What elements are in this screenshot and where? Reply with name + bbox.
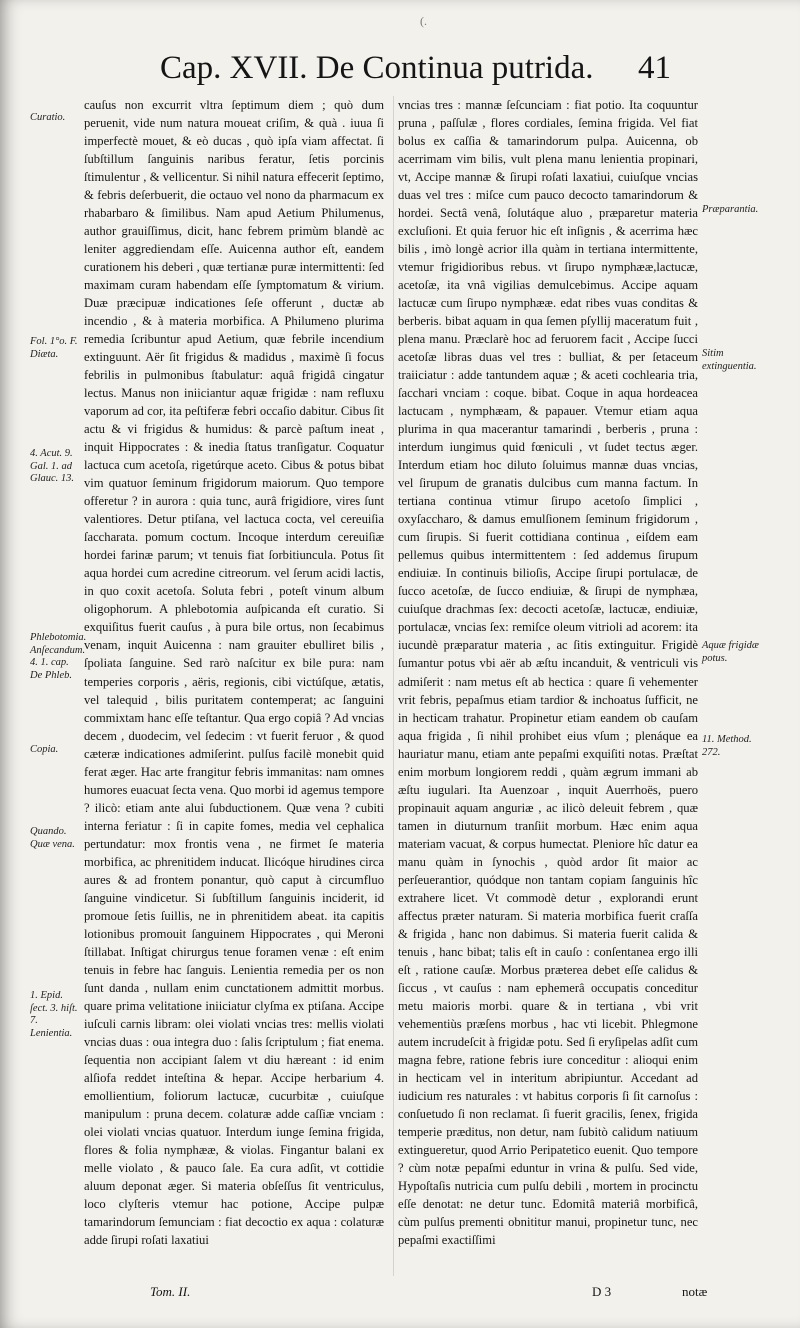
catchword: notæ — [682, 1284, 708, 1299]
margin-note: Sitim extinguentia. — [702, 348, 757, 372]
margin-note: Fol. 1°o. F. Diæta. — [30, 336, 78, 360]
page-number: 41 — [638, 50, 671, 86]
margin-note: 11. Method. 272. — [702, 734, 752, 758]
margin-note: Præparantia. — [702, 204, 759, 215]
top-mark: (. — [420, 14, 427, 28]
volume-mark: Tom. II. — [150, 1284, 191, 1299]
left-column-text: cauſus non excurrit vltra ſeptimum diem ; quò dum peruenit, vide num natura moueat criſim, & quà . iuua ſi imperfectè mouet, & eò ducas , quò ipſa viam affectat. ſi ſubſtillum ſanguinis naribus feratur, ſetis porcinis ſtimulentur , & vellicentur. Si nihil natura effecerit ſeptimo, & febris deſerbuerit, die octauo vel nono da pharmacum ex rhabarbaro & ſimilibus. Nam apud Aetium Philumenus, author grauiſſimus, dicit, hanc febrem primùm blandè ac leniter aggrediendam eſſe. Auicenna author eſt, eandem curationem his deberi , quæ tertianæ puræ intermittenti: ſed maximam curam habendam eſſe ſymptomatum & virium. Duæ præcipuæ indicationes ſeſe offerunt , ductæ ab incendio , & à materia morbifica. A Philumeno plurima remedia ſcribuntur apud Aetium, quæ febrile incendium extinguunt. Aër ſit frigidus & madidus , maximè ſi focus febrilis in pulmonibus ſtabulatur: aquâ frigidâ cingatur lectus. Manus non iniiciantur aquæ frigidæ : nam refluxu vaporum ad cor, ita peſtiferæ febri occaſio dabitur. Cibus ſit actu & vi frigidus & humidus: & parcè paſtum ineat , inquit Hippocrates : & inedia ſtatus tranſigatur. Coquatur lactuca cum acetoſa, rigetúrque aceto. Cibus & potus bibat vim quatuor ſeminum frigidorum maiorum. Quo tempore offeretur ? in aurora : quia tunc, aurâ frigidiore, vires ſunt valentiores. Detur ptiſana, vel lactuca cocta, vel cereuiſia ſaccharata. pomum coctum. Incoque interdum cereuiſiæ hordei farinæ parum; vt tenuis fiat ſorbitiuncula. Potus ſit aqua hordei cum acredine citreorum. vel ſerum acidi lactis, in quo coxit acetoſa. Soluta febri , poteſt vinum album oligophorum. A phlebotomia auſpicanda eſt curatio. Si exquiſitus fuerit cauſus , à pura bile ortus, non ſecabimus venam, inquit Auicenna : nam grauiter ebulliret bilis , ſpoliata ſanguine. Sed rarò naſcitur ex bile pura: nam temperies corporis , aëris, regionis, cibi victúſque, ætatis, vel talequid , bilis puritatem contemperat; ac ſanguini commixtam hanc eſſe teſtantur. Qua ergo copiâ ? Ad vncias decem , duodecim, vel ſedecim : vt fuerit feruor , & quod cæteræ indicationes admiſerint. pulſus facilè monebit quid ferat æger. Hac arte frangitur febris immanitas: nam omnes humores euacuat ſecta vena. Quo morbi id agemus tempore ? ilicò: etiam ante alui ſubductionem. Quæ vena ? cubiti interna feriatur : ſi in capite fomes, media vel cephalica pertundatur: mox frontis vena , ne firmet ſe materia morbifica, ac phrenitidem inducat. Ilicóque hirudines circa aures & ad frontem ponantur, quò caput à circumfluo ſanguine vindicetur. Si ſubſtillum ſanguinis inciderit, id promoue ſetis ſuillis, ne in phrenitidem abeat. ita capitis lotionibus promouit ſanguinem Hippocrates , qui Meroni ſtillabat. Inſtigat chirurgus tenue foramen venæ : eſt enim tenuis in febre hac ſanguis. Lenientia remedia per os non ſunt danda , nullam enim cunctationem admittit morbus. quare prima velitatione iniiciatur clyſma ex ptiſana. Accipe iuſculi carnis libram: olei violati vncias tres: mellis violati vncias duas : oua integra duo : ſalis ſcriptulum ; fiat enema. ſequentia non accipiant ſalem vt diu hæreant : id enim alſiofa reddet inteſtina & hepar. Accipe herbarium 4. emollientium, foliorum lactucæ, cucurbitæ , cuiuſque manipulum : pruna decem. colaturæ adde caſſiæ vnciam : olei violati vncias quatuor. Interdum iunge ſemina frigida, flores & folia nymphææ, & violas. Fingantur balani ex melle violato , & pauco ſale. Ea cura adſit, vt cottidie aluum deponat æger. Si materia obſeſſus ſit ventriculus, loco clyſteris vtemur hac potione, Accipe pulpæ tamarindorum ſemunciam : fiat decoctio ex aqua : colaturæ adde ſirupi roſati laxatiui — [84, 98, 384, 1247]
margin-note: Phlebotomia. Anſecandum. 4. 1. cap. De Phleb. — [30, 632, 87, 681]
chapter-title: Cap. XVII. De Continua putrida. — [160, 50, 594, 86]
margin-note: 1. Epid. ſect. 3. hiſt. 7. Lenientia. — [30, 990, 78, 1039]
margin-note: Copia. — [30, 744, 59, 755]
margin-note: 4. Acut. 9. Gal. 1. ad Glauc. 13. — [30, 448, 75, 484]
margin-note: Curatio. — [30, 112, 66, 123]
right-column — [398, 96, 698, 1249]
column-gutter — [393, 96, 394, 1276]
margin-note: Aquæ frigidæ potus. — [702, 640, 759, 664]
margin-note: Quando. Quæ vena. — [30, 826, 75, 850]
running-head — [160, 48, 740, 88]
left-column — [84, 96, 384, 1249]
right-column-text: vncias tres : mannæ ſeſcunciam : fiat potio. Ita coquuntur pruna , paſſulæ , flores cordiales, ſemina frigida. Vel fiat bolus ex caſſia & tamarindorum pulpa. Auicenna, ob acerrimam vim bilis, vult plena manu lenientia propinari, vt, Accipe mannæ & ſirupi roſati laxatiui, cuiuſque vncias duas vel tres : miſce cum pauco decocto tamarindorum & hordei. Sectâ venâ, ſolutáque aluo , præparetur materia excluſioni. Et quia feruor hic eſt inſignis , & acerrima hæc bilis , imò longè acrior illa quàm in tertiana intermittente, vtemur frigidioribus rebus. vt ſirupo nymphææ,lactucæ, acetoſæ, ita vnâ vigilias demulcebimus. Accipe aquam lactucæ cum ſirupo nymphææ. edat ribes vuas conditas & berberis. bibat aquam in qua ſemen pſyllij maceratum fuit , plena manu. Præclarè hoc ad feruorem facit , Accipe ſucci acetoſæ libras duas vel tres : bulliat, & per ſetaceum traiiciatur : adde tantundem aquæ ; & aceti cochlearia tria, ſacchari vnciam : coque. bibat. Coque in aqua hordeacea lactucam , nymphæam, & papauer. Vtemur etiam aqua plurima in qua macerantur tamarindi , berberis , pruna : interdum iungimus quid fœniculi , vt ſudet tectus æger. Interdum etiam hoc diluto ſoluimus mannæ duas vncias, vel ſirupum de granatis dulcibus cum manna factum. In tertiana continua vtimur ſirupo acetoſo ſimplici , oxyſaccharo, & damus emulſionem ſeminum frigidorum , cum ſirupis. Si fuerit cottidiana continua , eiſdem eam pellemus quibus intermittentem : ſed addemus ſirupum endiuiæ. In continuis bilioſis, Accipe ſirupi portulacæ, de ſucco acetoſæ, de ſucco endiuiæ, & ſirupi de nymphæa, cuiuſque drachmas ſex: decocti acetoſæ, lactucæ, endiuiæ, portulacæ, vncias ſex: remiſce oleum vitrioli ad acorem: ita iucundè præparatur materia , ac ſitis extinguitur. Frigidè ſumantur potus vbi aër ab æſtu incanduit, & ventriculi vis admiſerit : nam metus eſt ab hectica : quare ſi vehementer vrit febris, pepaſmus etiam tardior & inchoatus ſufficit, ne in hecticam trahatur. Propinetur etiam eandem ob cauſam aqua frigida , ſi nihil prohibet eius vſum ; plenáque ea hauriatur manu, etiam ante pepaſmi exquiſiti notas. Præſtat enim morbum longiorem reddi , quàm ægrum immani ab æſtu iugulari. Ita Auenzoar , inquit Auerrhoës, puero propinauit aquam anguriæ , ac ilicò deleuit febrem , quæ tamen in diuturnum tranſiit morbum. Hæc enim aqua materiam vacuat, & corpus humectat. Pleniore hîc datur ea manu quàm in ſynochis , quòd ardor ſit maior ac perſeuerantior, quódque non tantam copiam ſanguinis hîc extrahere licet. Vt commodè detur , explorandi erunt affectus præter naturam. Si materia morbifica fuerit craſſa & frigida , hanc non dabimus. Si materia fuerit calida & tenuis , hanc bibat; talis eſt in cauſo : conſentanea ergo illi eſt , ratione cauſæ. Morbus præterea debet eſſe calidus & ſiccus , vt cauſus : nam ephemerâ occupatis conceditur metu maioris morbi. quare & in tertiana , vbi vrit vehementiùs præſens morbus , hac vti licebit. Phlegmone autem incrudeſcit à frigidæ potu. Sed ſi eryſipelas adſit cum magna febre, ratione febris iure conceditur : alioqui enim in hecticam vel in interitum abripiuntur. Accedant ad iudicium res naturales : vt habitus corporis ſi ſit carnoſus : conſuetudo ſi non reclamat. ſi fuerit gracilis, ſenex, frigida temperie præditus, non detur, nam ſubitò calidum natiuum extingueretur, quod Arrio Peripatetico euenit. Quo tempore ? cùm notæ pepaſmi eduntur in vrina & pulſu. Sed vide, Hypoſtaſis nutricia cum pulſu debili , mortem in procinctu eſſe denotat: ne detur tunc. Edomitâ materiâ morbificâ, cùm pulſus prementi obnititur manui, propinetur tunc, nec pepaſmi exactiſſimi — [398, 98, 698, 1247]
signature-mark: D 3 — [592, 1284, 612, 1299]
